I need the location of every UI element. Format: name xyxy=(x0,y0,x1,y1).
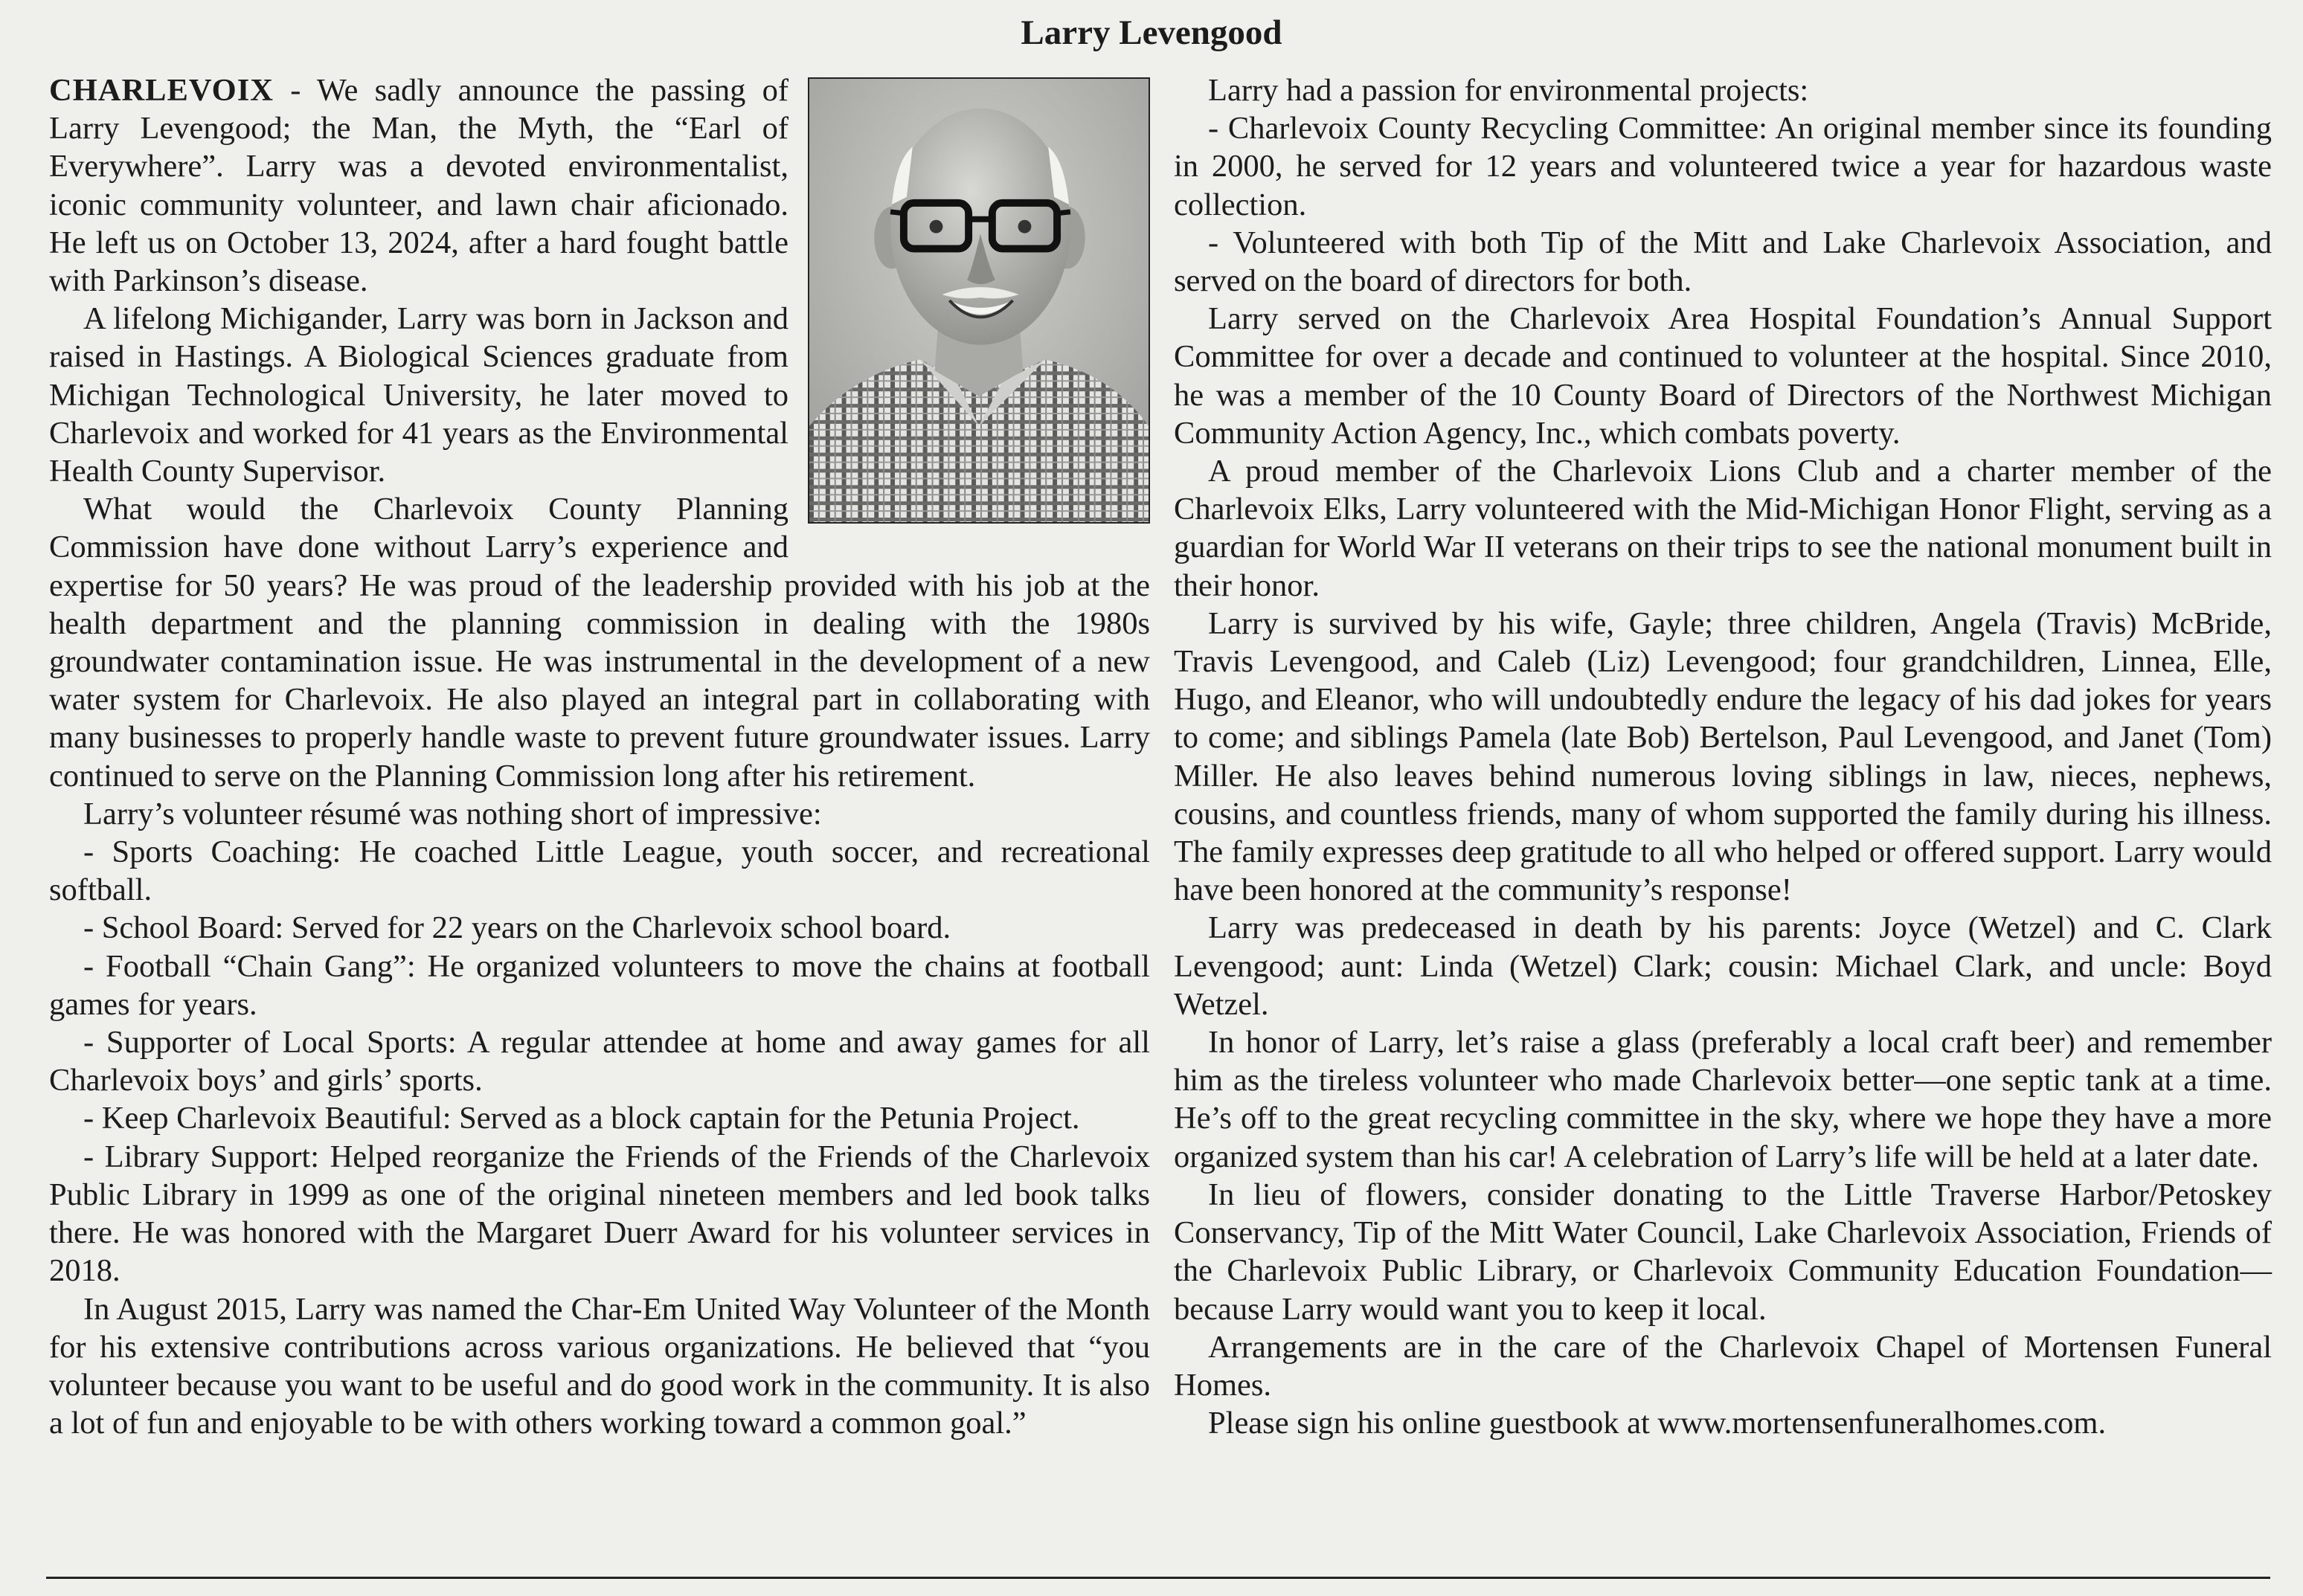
list-item: - Charlevoix County Recycling Committee: An original member since its founding in 2000, he served for 12 years and volunteered twice a year for hazardous waste collection. xyxy=(1174,111,2272,222)
paragraph: Larry served on the Charlevoix Area Hospital Foundation’s Annual Support Committee for over a decade and continued to volunteer at the hospital. Since 2010, he was a member of the 10 County Board of Directors of the Northwest Michigan Community Action Agency, Inc., which combats poverty. xyxy=(1174,301,2272,451)
bottom-rule xyxy=(46,1577,2270,1579)
paragraph: Please sign his online guestbook at www.mortensenfuneralhomes.com. xyxy=(1208,1406,2107,1441)
paragraph: Larry is survived by his wife, Gayle; three children, Angela (Travis) McBride, Travis Levengood, and Caleb (Liz) Levengood; four grandchildren, Linnea, Elle, Hugo, and Eleanor, who will undoubtedly endure the legacy of his dad jokes for years to come; and siblings Pamela (late Bob) Bertelson, Paul Levengood, and Janet (Tom) Miller. He also leaves behind numerous loving siblings in law, nieces, nephews, cousins, and countless friends, many of whom supported the family during his illness. The family expresses deep gratitude to all who helped or offered support. Larry would have been honored at the community’s response! xyxy=(1174,605,2272,908)
portrait-image xyxy=(809,79,1149,522)
list-item: - Supporter of Local Sports: A regular attendee at home and away games for all Charlevoix boys’ and girls’ sports. xyxy=(49,1025,1150,1098)
list-item: - Volunteered with both Tip of the Mitt and Lake Charlevoix Association, and served on the board of directors for both. xyxy=(1174,225,2272,299)
list-item: - Keep Charlevoix Beautiful: Served as a block captain for the Petunia Project. xyxy=(83,1101,1080,1136)
portrait-photo xyxy=(808,77,1150,524)
paragraph: A lifelong Michigander, Larry was born in Jackson and raised in Hastings. A Biological Sciences graduate from Michigan Technological University, he later moved to Charlevoix and worked for 41 years as the Environmental Health County Supervisor. xyxy=(49,301,788,489)
paragraph: What would the Charlevoix County Planning Commission have done without Larry’s experience and expertise for 50 years? He was proud of the leadership provided with his job at the health department and the planning commission in dealing with the 1980s groundwater contamination issue. He was instrumental in the development of a new water system for Charlevoix. He also played an integral part in collaborating with many businesses to properly handle waste to prevent future groundwater issues. Larry continued to serve on the Planning Commission long after his retirement. xyxy=(49,492,1150,794)
paragraph: In honor of Larry, let’s raise a glass (preferably a local craft beer) and remember him as the tireless volunteer who made Charlevoix better—one septic tank at a time. He’s off to the great recycling committee in the sky, where we hope they have a more organized system than his car! A celebration of Larry’s life will be held at a later date. xyxy=(1174,1025,2272,1174)
paragraph: Larry had a passion for environmental projects: xyxy=(1208,73,1809,108)
list-item: - Sports Coaching: He coached Little League, youth soccer, and recreational softball. xyxy=(49,834,1150,908)
list-item: - School Board: Served for 22 years on the Charlevoix school board. xyxy=(83,910,951,946)
list-item: - Library Support: Helped reorganize the Friends of the Friends of the Charlevoix Public Library in 1999 as one of the original nineteen members and led book talks there. He was honored with the Margaret Duerr Award for his volunteer services in 2018. xyxy=(49,1139,1150,1289)
paragraph: In August 2015, Larry was named the Char-Em United Way Volunteer of the Month for his extensive contributions across various organizations. He believed that “you volunteer because you want to be useful and do good work in the community. It is also a lot of fun and enjoyable to be with others working toward a common goal.” xyxy=(49,1291,1150,1441)
dateline: CHARLEVOIX xyxy=(49,73,274,108)
paragraph-text: - We sadly announce the passing of Larry Levengood; the Man, the Myth, the “Earl of Everywhere”. Larry was a devoted environmentalist, iconic community volunteer, and lawn chair aficionado. He left us on October 13, 2024, after a hard fought battle with Parkinson’s disease. xyxy=(49,73,788,299)
obituary-headline: Larry Levengood xyxy=(1021,13,1282,52)
left-column xyxy=(49,71,1150,1442)
paragraph: Arrangements are in the care of the Charlevoix Chapel of Mortensen Funeral Homes. xyxy=(1174,1329,2272,1403)
right-column xyxy=(1174,71,2272,1442)
paragraph: In lieu of flowers, consider donating to the Little Traverse Harbor/Petoskey Conservancy, Tip of the Mitt Water Council, Lake Charlevoix Association, Friends of the Charlevoix Public Library, or Charlevoix Community Education Foundation—because Larry would want you to keep it local. xyxy=(1174,1177,2272,1327)
paragraph: Larry’s volunteer résumé was nothing short of impressive: xyxy=(83,796,822,831)
list-item: - Football “Chain Gang”: He organized volunteers to move the chains at football games for years. xyxy=(49,948,1150,1022)
paragraph: A proud member of the Charlevoix Lions Club and a charter member of the Charlevoix Elks, Larry volunteered with the Mid-Michigan Honor Flight, serving as a guardian for World War II veterans on their trips to see the national monument built in their honor. xyxy=(1174,454,2272,603)
paragraph: Larry was predeceased in death by his parents: Joyce (Wetzel) and C. Clark Levengood; aunt: Linda (Wetzel) Clark; cousin: Michael Clark, and uncle: Boyd Wetzel. xyxy=(1174,910,2272,1022)
